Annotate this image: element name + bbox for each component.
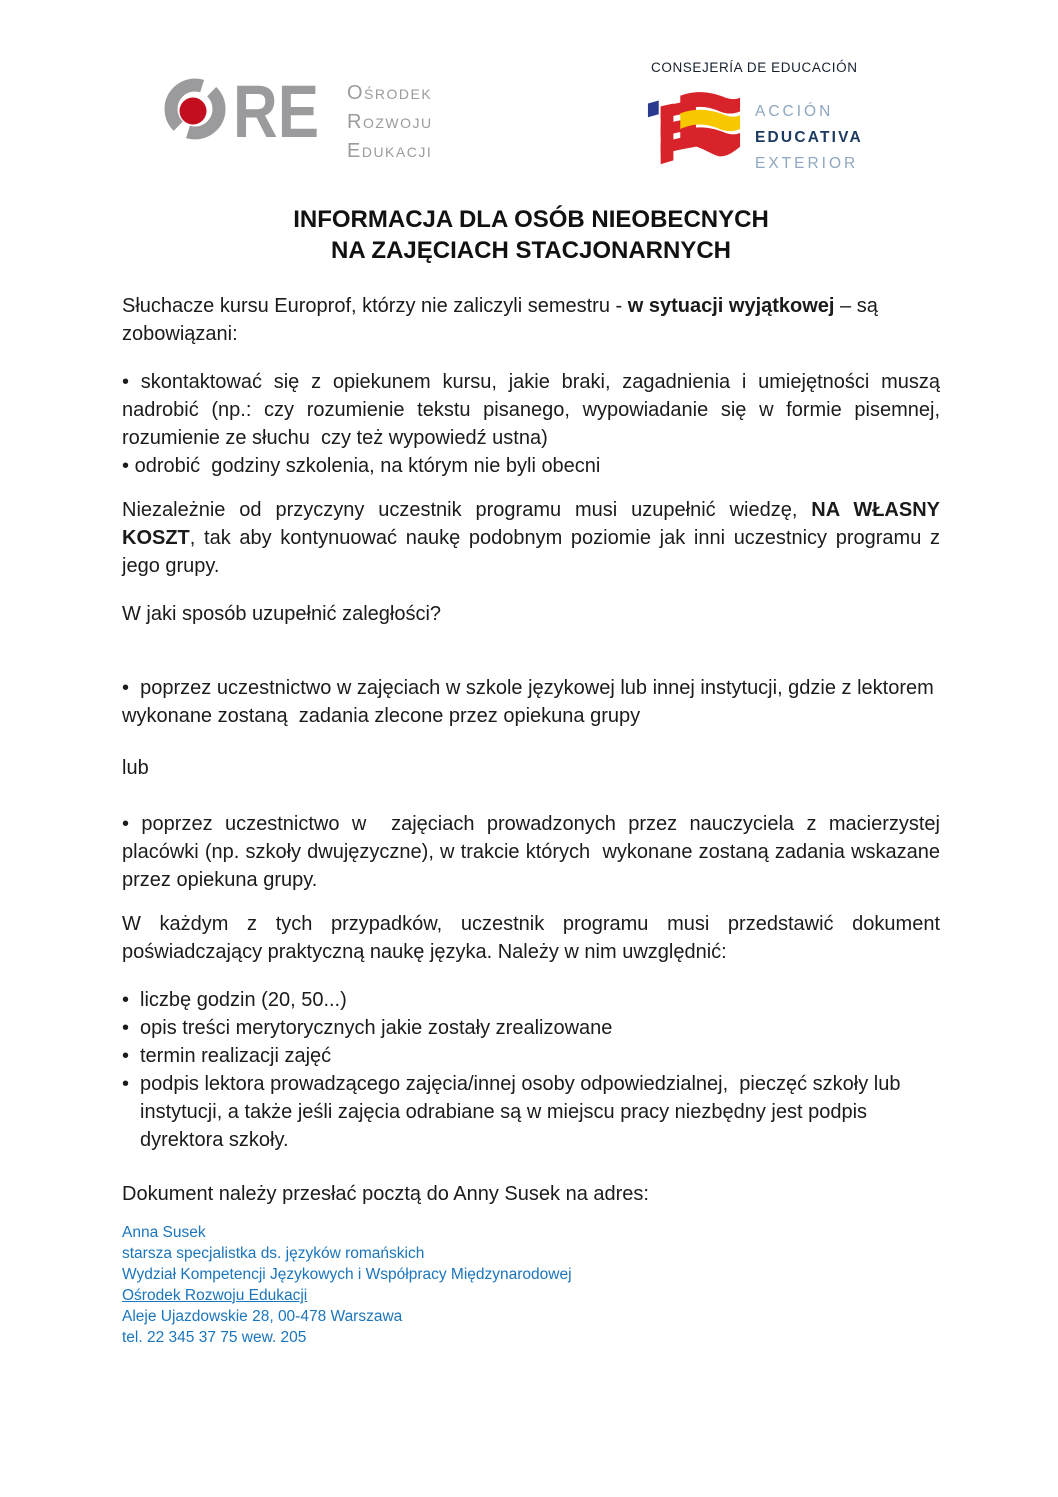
- document-contents-list: [122, 986, 940, 1154]
- signature-institution: Ośrodek Rozwoju Edukacji: [122, 1287, 308, 1304]
- list-item: [122, 452, 940, 480]
- ore-text-line: Ośrodek: [347, 82, 433, 104]
- option-1-item: [122, 674, 940, 730]
- question-paragraph: W jaki sposób uzupełnić zaległości?: [122, 603, 442, 625]
- intro-seg: – są zobowiązani:: [122, 295, 884, 345]
- bullet-icon: •: [122, 989, 130, 1011]
- list-item-text: opis treści merytorycznych jakie zostały zrealizowane: [140, 1017, 613, 1039]
- bullet-icon: •: [122, 677, 130, 699]
- koszt-paragraph: [122, 496, 946, 580]
- list-item: [122, 1014, 940, 1042]
- koszt-seg: Niezależnie od przyczyny uczestnik programu musi uzupełnić wiedzę,: [122, 499, 812, 521]
- koszt-seg: , tak aby kontynuować naukę podobnym poziomie jak inni uczestnicy programu z jego grupy.: [122, 527, 946, 577]
- aee-line-exterior: EXTERIOR: [755, 155, 859, 172]
- consejeria-title: CONSEJERÍA DE EDUCACIÓN: [651, 60, 858, 75]
- ore-text-line: Edukacji: [347, 140, 433, 162]
- list-item: [122, 986, 940, 1014]
- list-item-text: podpis lektora prowadzącego zajęcia/innej osoby odpowiedzialnej, pieczęć szkoły lub instytucji, a także jeśli zajęcia odrabiane są w miejscu pracy niezbędny jest podpis dyrektora szkoły.: [140, 1073, 912, 1151]
- signature-address: Aleje Ujazdowskie 28, 00-478 Warszawa: [122, 1308, 403, 1325]
- title-line-1: INFORMACJA DLA OSÓB NIEOBECNYCH: [293, 206, 769, 233]
- document-body: [0, 204, 1058, 1348]
- signature-block: [122, 1222, 940, 1348]
- flag-blue-pennant: [648, 101, 659, 118]
- intro-seg: Słuchacze kursu Europrof, którzy nie zaliczyli semestru -: [122, 295, 628, 317]
- list-item-text: odrobić godziny szkolenia, na którym nie byli obecni: [129, 455, 601, 477]
- option-1-text: poprzez uczestnictwo w zajęciach w szkole językowej lub innej instytucji, gdzie z lektorem wykonane zostaną zadania zlecone przez opiekuna grupy: [122, 677, 940, 727]
- aee-line-accion: ACCIÓN: [755, 103, 834, 120]
- signature-name: Anna Susek: [122, 1224, 206, 1241]
- signature-phone: tel. 22 345 37 75 wew. 205: [122, 1329, 307, 1346]
- bullet-icon: •: [122, 455, 130, 477]
- intro-bold: w sytuacji wyjątkowej: [627, 295, 835, 317]
- option-2-text: poprzez uczestnictwo w zajęciach prowadzonych przez nauczyciela z macierzystej placówki (np. szkoły dwujęzyczne), w trakcie których wykonane zostaną zadania wskazane przez opiekuna grupy.: [122, 813, 946, 891]
- option-2-item: [122, 810, 946, 894]
- ore-text-line: Rozwoju: [347, 111, 433, 133]
- bullet-icon: •: [122, 371, 130, 393]
- bullet-icon: •: [122, 1045, 130, 1067]
- title-line-2: NA ZAJĘCIACH STACJONARNYCH: [330, 237, 732, 264]
- list-item-text: termin realizacji zajęć: [140, 1045, 332, 1067]
- ore-wordmark-icon: [163, 73, 333, 145]
- aee-logo-row: [645, 87, 895, 177]
- list-item-text: skontaktować się z opiekunem kursu, jakie braki, zagadnienia i umiejętności muszą nadrobić (np.: czy rozumienie tekstu pisanego, wypowiadanie się w formie pisemnej, rozumienie ze słuchu czy też wypowiedź ustna): [122, 371, 946, 449]
- aee-logo: [645, 60, 895, 177]
- page-title: [122, 204, 940, 266]
- lub-connector: lub: [122, 757, 149, 779]
- ore-logo: [163, 73, 433, 166]
- list-item: [122, 1042, 940, 1070]
- bullet-icon: •: [122, 1017, 130, 1039]
- closing-paragraph: Dokument należy przesłać pocztą do Anny Susek na adres:: [122, 1183, 649, 1205]
- spanish-flag-icon: [645, 87, 743, 167]
- ore-logo-text: [347, 79, 433, 166]
- list-item-text: liczbę godzin (20, 50...): [140, 989, 347, 1011]
- bullet-icon: •: [122, 1073, 130, 1095]
- intro-paragraph: [122, 292, 940, 348]
- ore-letters: RE: [233, 73, 319, 145]
- signature-department: Wydział Kompetencji Językowych i Współpracy Międzynarodowej: [122, 1266, 572, 1283]
- signature-role: starsza specjalistka ds. języków romańskich: [122, 1245, 425, 1262]
- header: [0, 0, 1058, 170]
- ore-red-dot-icon: [180, 98, 207, 125]
- bullet-icon: •: [122, 813, 130, 835]
- list-item: [122, 368, 946, 452]
- koszt-bold: NA WŁASNY KOSZT: [122, 499, 946, 549]
- aee-logo-text: [755, 99, 863, 177]
- flag-stripe-red: [680, 127, 740, 156]
- document-requirement-paragraph: W każdym z tych przypadków, uczestnik programu musi przedstawić dokument poświadczający praktyczną naukę języka. Należy w nim uwzględnić:: [122, 913, 946, 963]
- list-item: [122, 1070, 940, 1154]
- aee-line-educativa: EDUCATIVA: [755, 129, 863, 146]
- requirements-list: [122, 368, 946, 480]
